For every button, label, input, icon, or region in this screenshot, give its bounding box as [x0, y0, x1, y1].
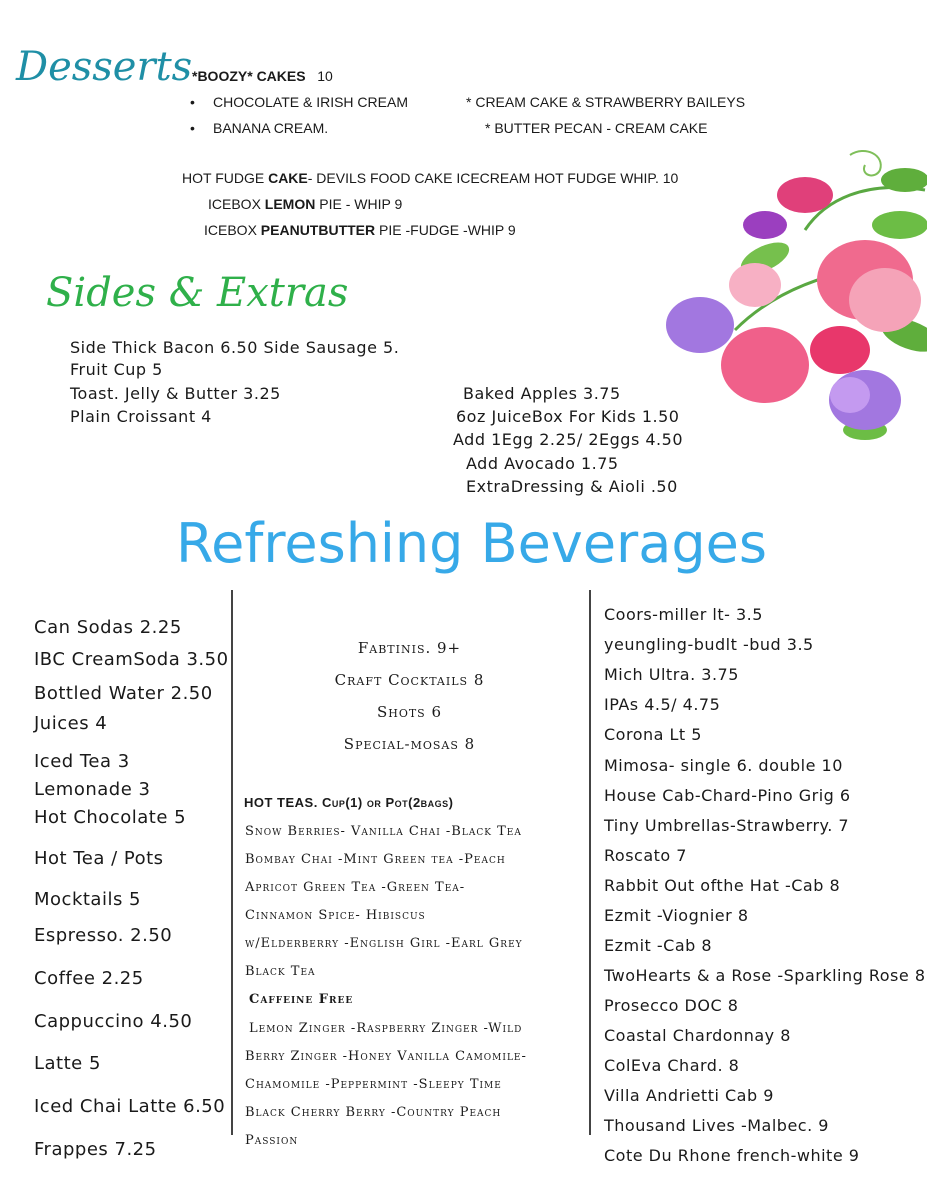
boozy-cakes-title: *BOOZY* CAKES	[192, 68, 306, 84]
drink-item: Mimosa- single 6. double 10	[604, 756, 843, 775]
beverage-item: Hot Chocolate 5	[34, 807, 187, 828]
drink-item: Mich Ultra. 3.75	[604, 665, 739, 684]
beverage-item: Bottled Water 2.50	[34, 683, 213, 704]
item-text: PIE - WHIP 9	[315, 196, 403, 212]
side-item: Side Thick Bacon 6.50 Side Sausage 5.	[70, 338, 400, 357]
drink-item: Ezmit -Viognier 8	[604, 906, 749, 925]
item-text: ICEBOX	[208, 196, 265, 212]
drink-item: Coors-miller lt- 3.5	[604, 605, 763, 624]
boozy-item: * BUTTER PECAN - CREAM CAKE	[485, 120, 708, 136]
beverage-item: Cappuccino 4.50	[34, 1011, 193, 1032]
tea-line: Lemon Zinger -Raspberry Zinger -Wild	[249, 1021, 523, 1036]
item-text: - DEVILS FOOD CAKE ICECREAM HOT FUDGE WHIP. 10	[307, 170, 679, 186]
side-item: Add Avocado 1.75	[466, 454, 619, 473]
desserts-heading: Desserts	[16, 44, 193, 90]
boozy-item: BANANA CREAM.	[213, 120, 329, 136]
side-item: Plain Croissant 4	[70, 407, 212, 426]
item-bold: PEANUTBUTTER	[260, 222, 376, 238]
side-item: 6oz JuiceBox For Kids 1.50	[456, 407, 680, 426]
beverage-item: Lemonade 3	[34, 779, 151, 800]
tea-line: Berry Zinger -Honey Vanilla Camomile-	[245, 1049, 527, 1064]
drink-item: Tiny Umbrellas-Strawberry. 7	[604, 816, 850, 835]
flower-illustration	[655, 140, 927, 440]
drink-item: Thousand Lives -Malbec. 9	[604, 1116, 829, 1135]
tea-line: w/Elderberry -English Girl -Earl Grey	[245, 936, 523, 951]
boozy-cakes-price: 10	[317, 68, 333, 84]
boozy-item: CHOCOLATE & IRISH CREAM	[213, 94, 408, 110]
sides-heading: Sides & Extras	[46, 270, 349, 316]
item-bold: CAKE	[268, 170, 308, 186]
icebox-peanutbutter-line	[204, 222, 516, 238]
beverage-item: Frappes 7.25	[34, 1139, 157, 1160]
beverage-item: IBC CreamSoda 3.50	[34, 649, 229, 670]
drink-item: Cote Du Rhone french-white 9	[604, 1146, 860, 1165]
tea-line: Chamomile -Peppermint -Sleepy Time	[245, 1077, 502, 1092]
drink-item: IPAs 4.5/ 4.75	[604, 695, 721, 714]
caffeine-free-title: Caffeine Free	[249, 992, 354, 1007]
beverage-item: Iced Chai Latte 6.50	[34, 1096, 226, 1117]
drink-item: House Cab-Chard-Pino Grig 6	[604, 786, 851, 805]
beverage-item: Mocktails 5	[34, 889, 142, 910]
beverages-heading: Refreshing Beverages	[176, 512, 767, 575]
cocktail-item: Shots 6	[376, 703, 443, 721]
side-item: Fruit Cup 5	[70, 360, 163, 379]
beverage-item: Iced Tea 3	[34, 751, 130, 772]
hot-teas-title: HOT TEAS. Cup(1) or Pot(2bags)	[244, 795, 454, 810]
drink-item: ColEva Chard. 8	[604, 1056, 740, 1075]
beverage-item: Can Sodas 2.25	[34, 617, 182, 638]
beverage-item: Hot Tea / Pots	[34, 848, 164, 869]
tea-line: Black Cherry Berry -Country Peach	[245, 1105, 502, 1120]
icebox-lemon-line	[208, 196, 402, 212]
side-item: Toast. Jelly & Butter 3.25	[70, 384, 281, 403]
side-item: Add 1Egg 2.25/ 2Eggs 4.50	[453, 430, 683, 449]
boozy-item: * CREAM CAKE & STRAWBERRY BAILEYS	[466, 94, 746, 110]
tea-line: Cinnamon Spice- Hibiscus	[245, 908, 426, 923]
tea-line: Bombay Chai -Mint Green tea -Peach	[245, 852, 506, 867]
item-text: ICEBOX	[204, 222, 261, 238]
column-divider	[589, 590, 591, 1135]
beverage-item: Espresso. 2.50	[34, 925, 173, 946]
tea-line: Snow Berries- Vanilla Chai -Black Tea	[245, 824, 522, 839]
drink-item: TwoHearts & a Rose -Sparkling Rose 8	[604, 966, 926, 985]
drink-item: Prosecco DOC 8	[604, 996, 739, 1015]
boozy-cakes-line	[192, 68, 333, 84]
drink-item: Villa Andrietti Cab 9	[604, 1086, 774, 1105]
side-item: Baked Apples 3.75	[463, 384, 621, 403]
boozy-item-bullet: •	[190, 120, 195, 136]
item-text: PIE -FUDGE -WHIP 9	[375, 222, 516, 238]
side-item: ExtraDressing & Aioli .50	[466, 477, 678, 496]
beverage-item: Juices 4	[34, 713, 108, 734]
tea-line: Apricot Green Tea -Green Tea-	[245, 880, 466, 895]
cocktail-item: Special-mosas 8	[343, 735, 476, 753]
drink-item: Roscato 7	[604, 846, 687, 865]
tea-line: Passion	[245, 1133, 299, 1148]
tea-line: Black Tea	[245, 964, 316, 979]
drink-item: Corona Lt 5	[604, 725, 702, 744]
item-text: HOT FUDGE	[182, 170, 269, 186]
drink-item: yeungling-budlt -bud 3.5	[604, 635, 814, 654]
cocktail-item: Fabtinis. 9+	[357, 639, 462, 657]
drink-item: Coastal Chardonnay 8	[604, 1026, 791, 1045]
drink-item: Rabbit Out ofthe Hat -Cab 8	[604, 876, 841, 895]
hot-fudge-cake-line	[182, 170, 678, 186]
item-bold: LEMON	[264, 196, 316, 212]
beverage-item: Latte 5	[34, 1053, 101, 1074]
cocktail-item: Craft Cocktails 8	[334, 671, 485, 689]
drink-item: Ezmit -Cab 8	[604, 936, 713, 955]
beverage-item: Coffee 2.25	[34, 968, 144, 989]
boozy-item-bullet: •	[190, 94, 195, 110]
